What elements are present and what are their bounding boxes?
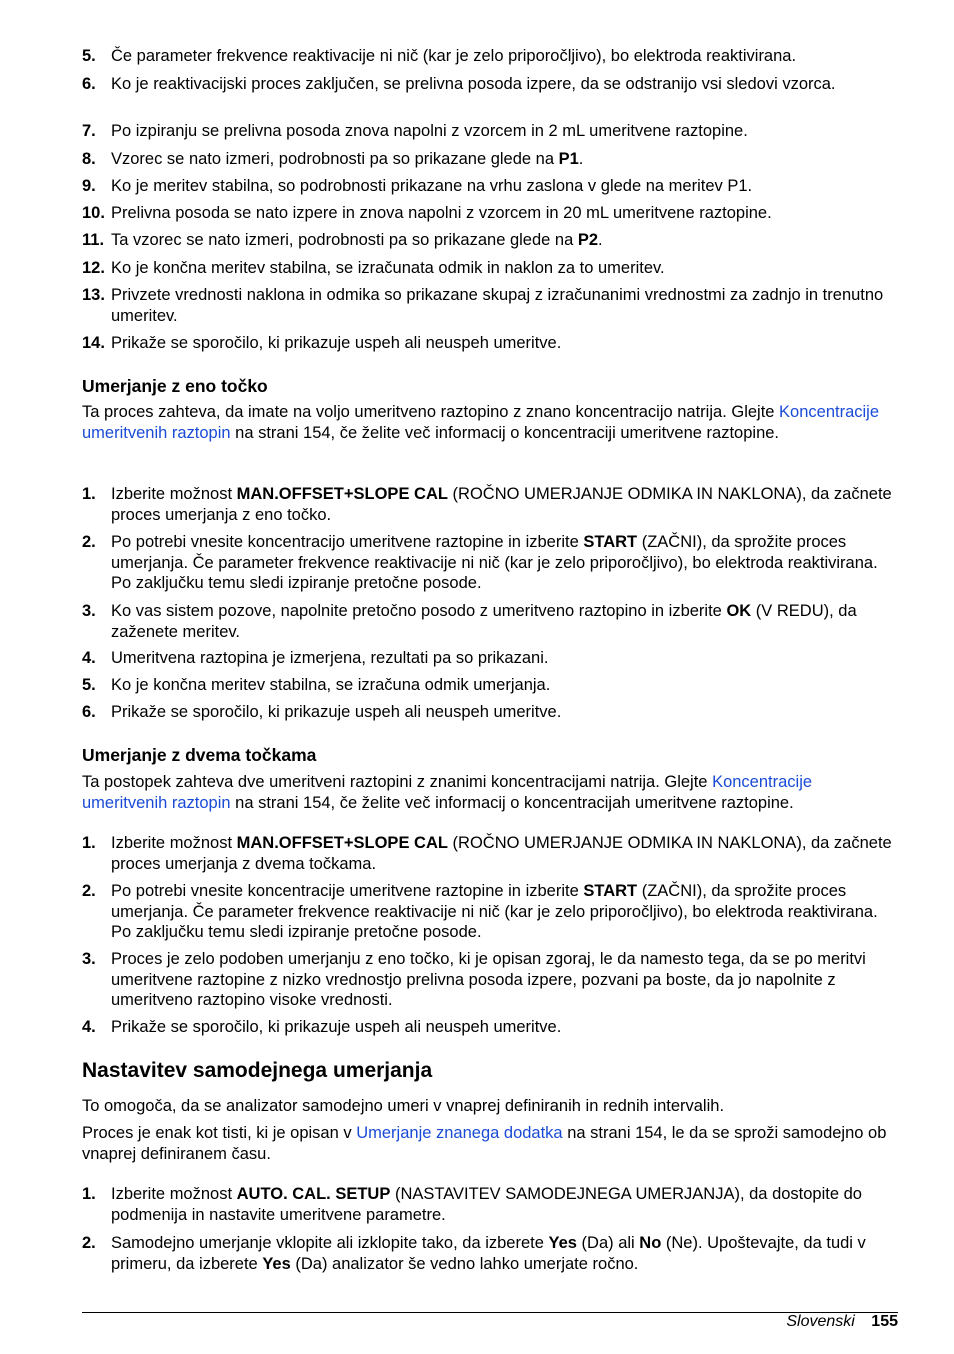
list-item <box>82 833 898 874</box>
text-run: na strani 154, le da se sproži samodejno ob vnaprej definiranem času. <box>82 1124 887 1163</box>
text-run: Izberite možnost <box>111 485 237 503</box>
text-run: Po izpiranju se prelivna posoda znova napolni z vzorcem in 2 mL umeritvene raztopine. <box>111 122 748 140</box>
footer-language: Slovenski <box>786 1313 855 1330</box>
bold-term: OK <box>726 602 752 620</box>
list-item-text <box>111 702 898 723</box>
footer-page-number: 155 <box>871 1313 898 1330</box>
text-run: Privzete vrednosti naklona in odmika so prikazane skupaj z izračunanimi vrednostmi za zadnjo in trenutno umeritev. <box>111 286 884 325</box>
list-item-number: 7. <box>82 122 96 140</box>
text-run: Prikaže se sporočilo, ki prikazuje uspeh ali neuspeh umeritve. <box>111 703 562 721</box>
text-run: (ZAČNI), da sprožite proces umerjanja. Če parameter frekvence reaktivacije ni nič (kar je zelo priporočljivo), bo elektroda reaktivirana. Po zaključku temu sledi izpiranje pretočne posode. <box>111 533 878 592</box>
list-item-number: 14. <box>82 334 105 352</box>
text-run: (ROČNO UMERJANJE ODMIKA IN NAKLONA), da začnete proces umerjanja z eno točko. <box>111 485 892 524</box>
list-item-text <box>111 121 898 142</box>
text-run: Ta postopek zahteva dve umeritveni raztopini z znanimi koncentracijami natrija. Glejte <box>82 773 713 791</box>
text-run: Ta proces zahteva, da imate na voljo umeritveno raztopino z znano koncentracijo natrija. Glejte <box>82 403 780 421</box>
list-item <box>82 949 898 1011</box>
list-item <box>82 46 898 67</box>
text-run: To omogoča, da se analizator samodejno umeri v vnaprej definiranih in rednih intervalih. <box>82 1097 725 1115</box>
bold-term: Yes <box>548 1234 577 1252</box>
list-item-number: 9. <box>82 177 96 195</box>
list-item-text <box>111 149 898 170</box>
list-item <box>82 532 898 594</box>
text-run: (Ne). Upoštevajte, da tudi v primeru, da izberete <box>111 1234 866 1273</box>
list-item <box>82 601 898 642</box>
bold-term: No <box>639 1234 662 1252</box>
list-item-text <box>111 1184 898 1225</box>
list-item-number: 2. <box>82 1234 96 1252</box>
list-item-text <box>111 1017 898 1038</box>
list-item-number: 4. <box>82 1018 96 1036</box>
section-heading-auto-cal: Nastavitev samodejnega umerjanja <box>82 1059 433 1082</box>
list-item <box>82 203 898 224</box>
list-item <box>82 149 898 170</box>
text-run: Ko vas sistem pozove, napolnite pretočno posodo z umeritveno raztopino in izberite <box>111 602 727 620</box>
text-run: . <box>598 231 603 249</box>
text-run: Umeritvena raztopina je izmerjena, rezultati pa so prikazani. <box>111 649 549 667</box>
list-item-text <box>111 675 898 696</box>
list-item-number: 4. <box>82 649 96 667</box>
text-run: Prikaže se sporočilo, ki prikazuje uspeh ali neuspeh umeritve. <box>111 1018 562 1036</box>
list-item-text <box>111 333 898 354</box>
list-item <box>82 74 898 95</box>
list-item <box>82 702 898 723</box>
list-item-number: 5. <box>82 676 96 694</box>
list-item <box>82 121 898 142</box>
list-item <box>82 176 898 197</box>
list-item <box>82 484 898 525</box>
text-run: (Da) ali <box>576 1234 640 1252</box>
list-item-text <box>111 601 898 642</box>
list-item-text <box>111 176 898 197</box>
list-item-text <box>111 258 898 279</box>
list-item <box>82 648 898 669</box>
text-run: Po potrebi vnesite koncentracijo umeritvene raztopine in izberite <box>111 533 584 551</box>
list-item-text <box>111 74 898 95</box>
list-item-number: 11. <box>82 231 105 249</box>
list-item-number: 2. <box>82 533 96 551</box>
text-run: (V REDU), da zaženete meritev. <box>111 602 857 641</box>
bold-term: P2 <box>577 231 599 249</box>
text-run: Ko je meritev stabilna, so podrobnosti prikazane na vrhu zaslona v glede na meritev P1. <box>111 177 753 195</box>
bold-term: AUTO. CAL. SETUP <box>236 1185 391 1203</box>
bold-term: P1 <box>558 150 579 168</box>
list-item-number: 1. <box>82 1185 96 1203</box>
section-heading-two-point: Umerjanje z dvema točkama <box>82 745 317 765</box>
text-run: Prelivna posoda se nato izpere in znova napolni z vzorcem in 20 mL umeritvene raztopine. <box>111 204 772 222</box>
list-item-text <box>111 881 898 943</box>
list-item-number: 10. <box>82 204 105 222</box>
list-item-number: 12. <box>82 259 105 277</box>
bold-term: MAN.OFFSET+SLOPE CAL <box>236 834 448 852</box>
list-item-text <box>111 203 898 224</box>
page-footer <box>786 1312 898 1332</box>
list-item <box>82 881 898 943</box>
list-item-text <box>111 648 898 669</box>
list-item <box>82 285 898 326</box>
list-item-text <box>111 532 898 594</box>
cross-reference-link[interactable]: Koncentracije umeritvenih raztopin <box>82 403 880 442</box>
list-item <box>82 675 898 696</box>
list-item-number: 3. <box>82 602 96 620</box>
list-item-text <box>111 230 898 251</box>
list-item-number: 6. <box>82 703 96 721</box>
list-item <box>82 1017 898 1038</box>
bold-term: MAN.OFFSET+SLOPE CAL <box>236 485 448 503</box>
section-intro-two-point <box>82 772 898 813</box>
text-run: Ko je reaktivacijski proces zaključen, se prelivna posoda izpere, da se odstranijo vsi sledovi vzorca. <box>111 75 836 93</box>
list-item-number: 2. <box>82 882 96 900</box>
text-run: (NASTAVITEV SAMODEJNEGA UMERJANJA), da dostopite do podmenija in nastavite umeritvene parametre. <box>111 1185 862 1224</box>
section-heading-one-point: Umerjanje z eno točko <box>82 376 268 396</box>
text-run: Po potrebi vnesite koncentracije umeritvene raztopine in izberite <box>111 882 584 900</box>
auto-cal-paragraph-2 <box>82 1123 898 1164</box>
cross-reference-link[interactable]: Umerjanje znanega dodatka <box>356 1124 563 1142</box>
list-item-number: 13. <box>82 286 105 304</box>
list-item <box>82 1233 898 1274</box>
text-run: Prikaže se sporočilo, ki prikazuje uspeh ali neuspeh umeritve. <box>111 334 562 352</box>
list-item-number: 8. <box>82 150 96 168</box>
list-item-text <box>111 1233 898 1274</box>
text-run: na strani 154, če želite več informacij o koncentracijah umeritvene raztopine. <box>230 793 794 812</box>
footer-divider <box>82 1312 898 1313</box>
bold-term: Yes <box>262 1254 291 1273</box>
list-item-text <box>111 949 898 1011</box>
section-intro-one-point <box>82 402 898 443</box>
list-item <box>82 258 898 279</box>
text-run: Izberite možnost <box>111 834 237 852</box>
list-item-text <box>111 285 898 326</box>
text-run: (Da) analizator še vedno lahko umerjate ročno. <box>290 1254 639 1273</box>
list-item-text <box>111 484 898 525</box>
text-run: Če parameter frekvence reaktivacije ni nič (kar je zelo priporočljivo), bo elektroda reaktivirana. <box>111 47 797 65</box>
text-run: na strani 154, če želite več informacij o koncentraciji umeritvene raztopine. <box>230 423 780 442</box>
text-run: Proces je zelo podoben umerjanju z eno točko, ki je opisan zgoraj, le da namesto tega, da se po meritvi umeritvene raztopine z nizko vrednostjo prelivna posoda izpere, pozvani pa boste, da jo napolnite z umeritveno raztopino visoke vrednosti. <box>111 950 866 1009</box>
bold-term: START <box>583 882 638 900</box>
text-run: . <box>578 150 584 168</box>
list-item <box>82 333 898 354</box>
list-item-number: 5. <box>82 47 96 65</box>
list-item-text <box>111 46 898 67</box>
text-run: Ko je končna meritev stabilna, se izračuna odmik umerjanja. <box>111 676 551 694</box>
list-item <box>82 1184 898 1225</box>
text-run: Izberite možnost <box>111 1185 237 1203</box>
text-run: Vzorec se nato izmeri, podrobnosti pa so prikazane glede na <box>111 150 559 168</box>
text-run: Ta vzorec se nato izmeri, podrobnosti pa so prikazane glede na <box>111 231 578 249</box>
list-item-number: 1. <box>82 485 96 503</box>
text-run: Proces je enak kot tisti, ki je opisan v <box>82 1124 357 1142</box>
text-run: (ZAČNI), da sprožite proces umerjanja. Če parameter frekvence reaktivacije ni nič (kar je zelo priporočljivo), bo elektroda reaktivirana. Po zaključku temu sledi izpiranje pretočne posode. <box>111 882 878 941</box>
document-page <box>82 0 898 1354</box>
text-run: (ROČNO UMERJANJE ODMIKA IN NAKLONA), da začnete proces umerjanja z dvema točkama. <box>111 834 892 873</box>
auto-cal-paragraph-1 <box>82 1096 898 1117</box>
list-item-number: 6. <box>82 75 96 93</box>
list-item-number: 1. <box>82 834 96 852</box>
bold-term: START <box>583 533 638 551</box>
list-item-number: 3. <box>82 950 96 968</box>
list-item-text <box>111 833 898 874</box>
list-item <box>82 230 898 251</box>
cross-reference-link[interactable]: Koncentracije umeritvenih raztopin <box>82 773 813 812</box>
text-run: Ko je končna meritev stabilna, se izračunata odmik in naklon za to umeritev. <box>111 259 665 277</box>
text-run: Samodejno umerjanje vklopite ali izklopite tako, da izberete <box>111 1234 549 1252</box>
